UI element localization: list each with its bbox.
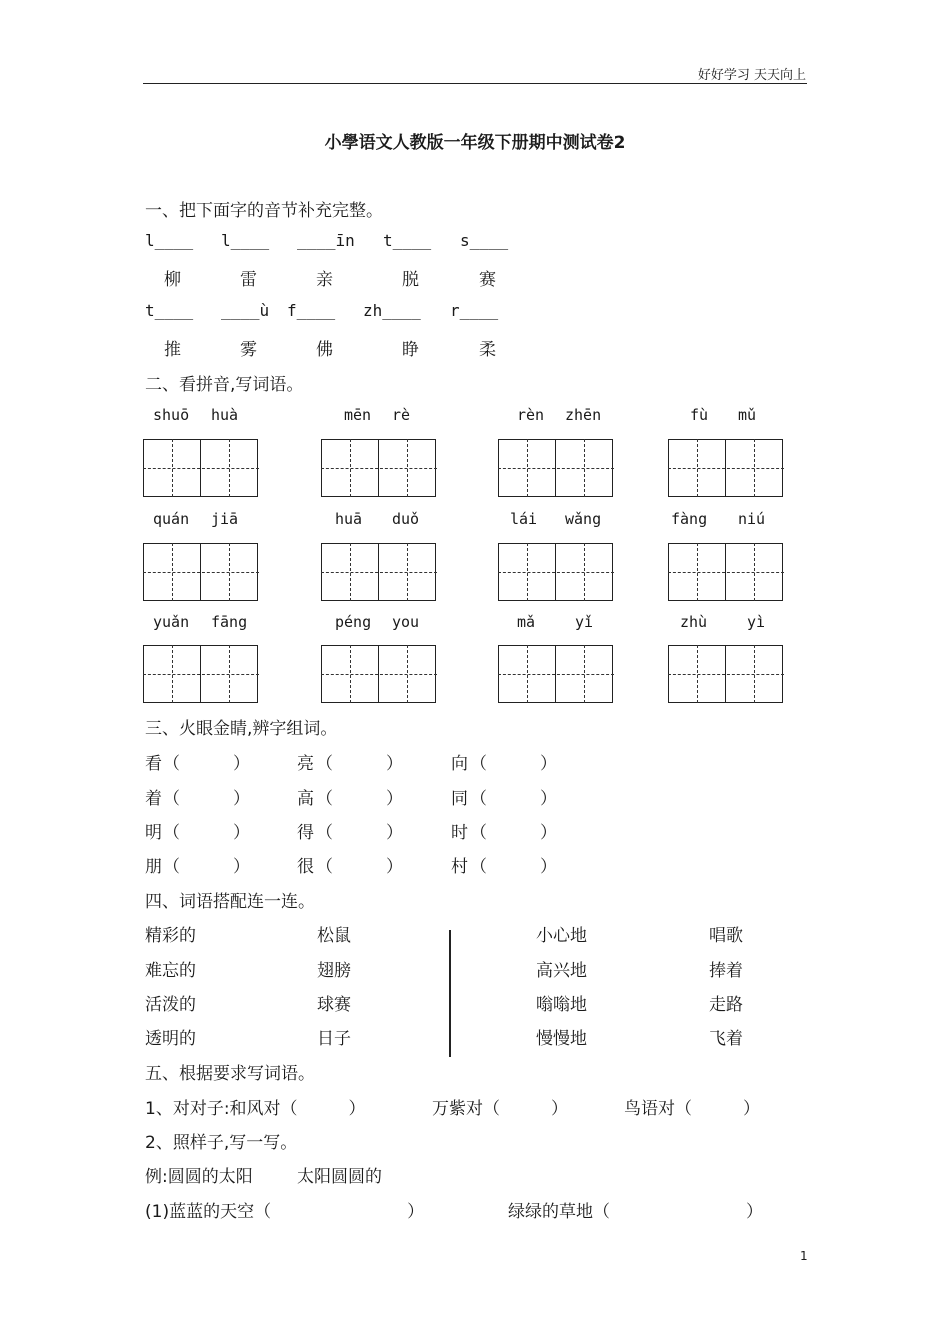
s5-q2-label: 2、照样子,写一写。 <box>145 1133 298 1153</box>
s1-r2-char-0: 推 <box>164 340 181 360</box>
writing-grid[interactable] <box>668 645 784 703</box>
s3-paren-open: （ <box>316 789 333 809</box>
s4-left-word: 精彩的 <box>145 926 196 946</box>
s3-paren-close: ） <box>540 857 557 877</box>
s1-r2-char-2: 佛 <box>316 340 333 360</box>
s3-paren-open: （ <box>316 754 333 774</box>
pinyin-r2-c2-a: huā <box>335 510 363 528</box>
s4-right-word: 高兴地 <box>536 961 587 981</box>
s1-r1-char-3: 脱 <box>402 270 419 290</box>
pinyin-r3-c1-b: fāng <box>211 613 248 631</box>
s3-paren-open: （ <box>163 857 180 877</box>
s3-char: 着 <box>145 789 162 809</box>
s3-char: 很 <box>297 857 314 877</box>
section-2-heading: 二、看拼音,写词语。 <box>145 375 304 395</box>
pinyin-r2-c3-a: lái <box>510 510 538 528</box>
s1-r1-char-2: 亲 <box>316 270 333 290</box>
pinyin-r1-c2-a: mēn <box>344 406 372 424</box>
s5-example-b: 太阳圆圆的 <box>297 1167 382 1187</box>
s4-left-match: 日子 <box>317 1029 351 1049</box>
s4-right-word: 慢慢地 <box>536 1029 587 1049</box>
s1-r1-pinyin-2: ____īn <box>297 231 355 250</box>
s3-paren-open: （ <box>470 857 487 877</box>
pinyin-r3-c3-b: yǐ <box>575 613 594 631</box>
writing-grid[interactable] <box>321 645 437 703</box>
s3-paren-open: （ <box>163 823 180 843</box>
pinyin-r3-c3-a: mǎ <box>517 613 536 631</box>
writing-grid[interactable] <box>321 439 437 497</box>
writing-grid[interactable] <box>498 645 614 703</box>
s3-paren-open: （ <box>316 823 333 843</box>
s1-r1-char-1: 雷 <box>240 270 257 290</box>
writing-grid[interactable] <box>143 645 259 703</box>
s3-char: 明 <box>145 823 162 843</box>
section-5-heading: 五、根据要求写词语。 <box>145 1064 315 1084</box>
s3-paren-close: ） <box>233 857 250 877</box>
pinyin-r3-c4-a: zhù <box>680 613 708 631</box>
section-4-heading: 四、词语搭配连一连。 <box>145 892 315 912</box>
s4-left-match: 球赛 <box>317 995 351 1015</box>
pinyin-r2-c4-a: fàng <box>671 510 708 528</box>
s3-paren-close: ） <box>233 823 250 843</box>
s4-left-word: 透明的 <box>145 1029 196 1049</box>
s1-r1-pinyin-0: l____ <box>145 231 194 250</box>
s1-r2-pinyin-3: zh____ <box>363 301 421 320</box>
pinyin-r2-c1-b: jiā <box>211 510 239 528</box>
s3-char: 朋 <box>145 857 162 877</box>
s5-q1-b: 万紫对（ ） <box>432 1099 568 1119</box>
s3-char: 看 <box>145 754 162 774</box>
s3-paren-open: （ <box>316 857 333 877</box>
page-title: 小學语文人教版一年级下册期中测试卷2 <box>324 133 626 153</box>
header-motto: 好好学习 天天向上 <box>697 68 806 83</box>
writing-grid[interactable] <box>668 543 784 601</box>
s3-paren-close: ） <box>540 823 557 843</box>
pinyin-r1-c2-b: rè <box>392 406 411 424</box>
column-divider <box>449 930 451 1057</box>
s5-item1-a: (1)蓝蓝的天空（ ） <box>145 1202 425 1222</box>
s3-char: 时 <box>451 823 468 843</box>
s3-paren-close: ） <box>540 789 557 809</box>
s3-paren-open: （ <box>470 754 487 774</box>
s5-q1-c: 鸟语对（ ） <box>624 1099 760 1119</box>
s3-char: 得 <box>297 823 314 843</box>
s1-r1-char-0: 柳 <box>164 270 181 290</box>
pinyin-r1-c3-b: zhēn <box>565 406 602 424</box>
s3-paren-close: ） <box>386 823 403 843</box>
writing-grid[interactable] <box>143 439 259 497</box>
s3-paren-close: ） <box>540 754 557 774</box>
pinyin-r1-c1-b: huà <box>211 406 239 424</box>
s1-r2-pinyin-1: ____ù <box>221 301 270 320</box>
s3-paren-open: （ <box>470 823 487 843</box>
s4-left-match: 翅膀 <box>317 961 351 981</box>
s4-right-match: 唱歌 <box>709 926 743 946</box>
s1-r2-pinyin-4: r____ <box>450 301 499 320</box>
s1-r2-char-3: 睁 <box>402 340 419 360</box>
writing-grid[interactable] <box>498 543 614 601</box>
s3-paren-close: ） <box>233 789 250 809</box>
s3-char: 向 <box>451 754 468 774</box>
s1-r1-char-4: 赛 <box>479 270 496 290</box>
s3-char: 村 <box>451 857 468 877</box>
s5-item1-b: 绿绿的草地（ ） <box>508 1202 763 1222</box>
s3-paren-open: （ <box>163 789 180 809</box>
writing-grid[interactable] <box>143 543 259 601</box>
s1-r2-char-1: 雾 <box>240 340 257 360</box>
pinyin-r2-c2-b: duǒ <box>392 510 420 528</box>
pinyin-r3-c4-b: yì <box>747 613 766 631</box>
s4-left-word: 活泼的 <box>145 995 196 1015</box>
s3-char: 高 <box>297 789 314 809</box>
s4-right-match: 捧着 <box>709 961 743 981</box>
s3-paren-close: ） <box>386 754 403 774</box>
pinyin-r2-c3-b: wǎng <box>565 510 602 528</box>
s1-r2-char-4: 柔 <box>479 340 496 360</box>
pinyin-r1-c3-a: rèn <box>517 406 545 424</box>
s4-right-match: 飞着 <box>709 1029 743 1049</box>
s1-r2-pinyin-2: f____ <box>287 301 336 320</box>
s1-r1-pinyin-4: s____ <box>460 231 509 250</box>
pinyin-r1-c4-a: fù <box>690 406 709 424</box>
section-1-heading: 一、把下面字的音节补充完整。 <box>145 201 383 221</box>
s3-paren-close: ） <box>386 857 403 877</box>
writing-grid[interactable] <box>321 543 437 601</box>
s3-char: 同 <box>451 789 468 809</box>
page-number: 1 <box>800 1249 808 1263</box>
s1-r1-pinyin-3: t____ <box>383 231 432 250</box>
s4-right-word: 嗡嗡地 <box>536 995 587 1015</box>
s3-paren-close: ） <box>386 789 403 809</box>
pinyin-r3-c2-a: péng <box>335 613 372 631</box>
pinyin-r1-c1-a: shuō <box>153 406 190 424</box>
s3-char: 亮 <box>297 754 314 774</box>
header-rule <box>143 83 807 84</box>
s4-left-match: 松鼠 <box>317 926 351 946</box>
s3-paren-open: （ <box>163 754 180 774</box>
s1-r2-pinyin-0: t____ <box>145 301 194 320</box>
s4-left-word: 难忘的 <box>145 961 196 981</box>
s5-q1-label: 1、对对子:和风对（ ） <box>145 1099 366 1119</box>
pinyin-r3-c1-a: yuǎn <box>153 613 190 631</box>
s3-paren-open: （ <box>470 789 487 809</box>
section-3-heading: 三、火眼金睛,辨字组词。 <box>145 719 338 739</box>
s4-right-word: 小心地 <box>536 926 587 946</box>
pinyin-r1-c4-b: mǔ <box>738 406 757 424</box>
s1-r1-pinyin-1: l____ <box>221 231 270 250</box>
pinyin-r2-c4-b: niú <box>738 510 766 528</box>
s5-example-a: 例:圆圆的太阳 <box>145 1167 253 1187</box>
writing-grid[interactable] <box>498 439 614 497</box>
writing-grid[interactable] <box>668 439 784 497</box>
s4-right-match: 走路 <box>709 995 743 1015</box>
pinyin-r2-c1-a: quán <box>153 510 190 528</box>
pinyin-r3-c2-b: you <box>392 613 420 631</box>
s3-paren-close: ） <box>233 754 250 774</box>
